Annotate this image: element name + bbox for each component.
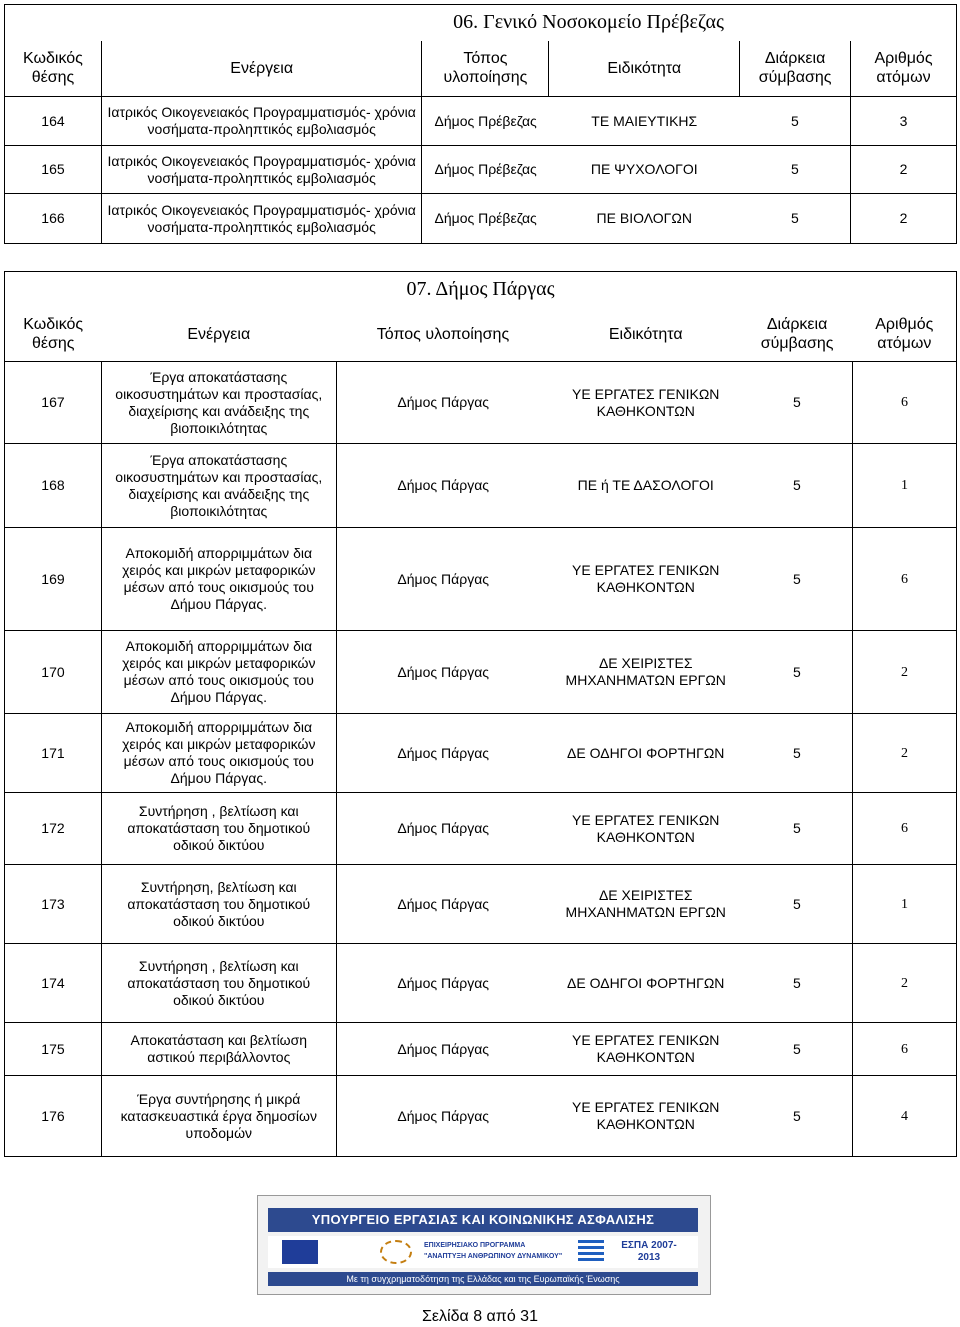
table-row [5, 631, 957, 714]
cell-code: 176 [5, 1076, 102, 1157]
cell-place: Δήμος Πάργας [336, 528, 550, 631]
eu-flag-icon [282, 1240, 318, 1264]
cell-place: Δήμος Πάργας [336, 1023, 550, 1076]
cell-duration: 5 [742, 944, 853, 1023]
header-specialty: Ειδικότητα [550, 308, 742, 362]
greek-flag-icon [578, 1240, 604, 1264]
cell-code: 174 [5, 944, 102, 1023]
cell-specialty: ΔΕ ΧΕΙΡΙΣΤΕΣ ΜΗΧΑΝΗΜΑΤΩΝ ΕΡΓΩΝ [550, 631, 742, 714]
cell-code: 172 [5, 793, 102, 865]
table-row [5, 444, 957, 528]
cell-place: Δήμος Πάργας [336, 714, 550, 793]
cell-duration: 5 [742, 714, 853, 793]
header-persons: Αριθμός ατόμων [851, 41, 957, 97]
cell-specialty: ΔΕ ΧΕΙΡΙΣΤΕΣ ΜΗΧΑΝΗΜΑΤΩΝ ΕΡΓΩΝ [550, 865, 742, 944]
section-title: 07. Δήμος Πάργας [5, 272, 957, 308]
cofunding-banner [257, 1195, 711, 1295]
espa-logo: ΕΣΠΑ 2007-2013 [618, 1240, 680, 1264]
table-row [5, 194, 957, 244]
cell-code: 170 [5, 631, 102, 714]
cell-action: Έργα αποκατάστασης οικοσυστημάτων και προστασίας, διαχείρισης και ανάδειξης της βιοποικιλότητας [101, 444, 336, 528]
table-row [5, 528, 957, 631]
table-municipality-parga [4, 271, 957, 1157]
section-title: 06. Γενικό Νοσοκομείο Πρέβεζας [5, 5, 957, 41]
header-duration: Διάρκεια σύμβασης [742, 308, 853, 362]
cell-place: Δήμος Πρέβεζας [422, 146, 549, 194]
cell-code: 165 [5, 146, 102, 194]
cell-specialty: ΔΕ ΟΔΗΓΟΙ ΦΟΡΤΗΓΩΝ [550, 714, 742, 793]
cell-duration: 5 [742, 528, 853, 631]
table-row [5, 1076, 957, 1157]
cell-action: Αποκομιδή απορριμμάτων δια χειρός και μικρών μεταφορικών μέσων από τους οικισμούς του Δήμου Πάργας. [101, 528, 336, 631]
cell-action: Ιατρικός Οικογενειακός Προγραμματισμός- χρόνια νοσήματα-προληπτικός εμβολιασμός [101, 146, 422, 194]
ring-logo-icon [380, 1240, 412, 1264]
header-code: Κωδικός θέσης [5, 308, 102, 362]
cell-duration: 5 [742, 362, 853, 444]
cell-specialty: ΥΕ ΕΡΓΑΤΕΣ ΓΕΝΙΚΩΝ ΚΑΘΗΚΟΝΤΩΝ [550, 528, 742, 631]
table-row [5, 362, 957, 444]
cell-persons: 2 [851, 194, 957, 244]
cell-action: Αποκομιδή απορριμμάτων δια χειρός και μικρών μεταφορικών μέσων από τους οικισμούς του Δήμου Πάργας. [101, 631, 336, 714]
cell-place: Δήμος Πάργας [336, 362, 550, 444]
cell-code: 167 [5, 362, 102, 444]
cell-persons: 6 [853, 528, 957, 631]
cell-specialty: ΔΕ ΟΔΗΓΟΙ ΦΟΡΤΗΓΩΝ [550, 944, 742, 1023]
cell-action: Συντήρηση, βελτίωση και αποκατάσταση του δημοτικού οδικού δικτύου [101, 865, 336, 944]
cell-code: 168 [5, 444, 102, 528]
cell-place: Δήμος Πάργας [336, 1076, 550, 1157]
cell-duration: 5 [742, 793, 853, 865]
cell-duration: 5 [742, 865, 853, 944]
cell-place: Δήμος Πρέβεζας [422, 97, 549, 146]
cell-action: Αποκατάσταση και βελτίωση αστικού περιβάλλοντος [101, 1023, 336, 1076]
table-row [5, 865, 957, 944]
logo-strip [268, 1236, 698, 1268]
cell-specialty: ΥΕ ΕΡΓΑΤΕΣ ΓΕΝΙΚΩΝ ΚΑΘΗΚΟΝΤΩΝ [550, 1023, 742, 1076]
cell-specialty: ΥΕ ΕΡΓΑΤΕΣ ΓΕΝΙΚΩΝ ΚΑΘΗΚΟΝΤΩΝ [550, 362, 742, 444]
table-row [5, 793, 957, 865]
page-number: Σελίδα 8 από 31 [422, 1308, 538, 1325]
cell-place: Δήμος Πάργας [336, 944, 550, 1023]
table-hospital-preveza [4, 4, 957, 244]
cell-action: Έργα συντήρησης ή μικρά κατασκευαστικά έργα δημοσίων υποδομών [101, 1076, 336, 1157]
cofunding-text: Με τη συγχρηματοδότηση της Ελλάδας και της Ευρωπαϊκής Ένωσης [268, 1272, 698, 1286]
cell-specialty: ΠΕ ΒΙΟΛΟΓΩΝ [549, 194, 740, 244]
cell-specialty: ΥΕ ΕΡΓΑΤΕΣ ΓΕΝΙΚΩΝ ΚΑΘΗΚΟΝΤΩΝ [550, 793, 742, 865]
table-row [5, 714, 957, 793]
header-action: Ενέργεια [101, 308, 336, 362]
header-code: Κωδικός θέσης [5, 41, 102, 97]
cell-place: Δήμος Πρέβεζας [422, 194, 549, 244]
table-row [5, 944, 957, 1023]
cell-persons: 2 [853, 944, 957, 1023]
header-specialty: Ειδικότητα [549, 41, 740, 97]
header-duration: Διάρκεια σύμβασης [740, 41, 851, 97]
table-row [5, 97, 957, 146]
cell-specialty: ΥΕ ΕΡΓΑΤΕΣ ΓΕΝΙΚΩΝ ΚΑΘΗΚΟΝΤΩΝ [550, 1076, 742, 1157]
cell-persons: 2 [853, 631, 957, 714]
cell-action: Έργα αποκατάστασης οικοσυστημάτων και προστασίας, διαχείρισης και ανάδειξης της βιοποικιλότητας [101, 362, 336, 444]
header-action: Ενέργεια [101, 41, 422, 97]
cell-duration: 5 [742, 1023, 853, 1076]
cell-code: 173 [5, 865, 102, 944]
cell-duration: 5 [742, 444, 853, 528]
cell-duration: 5 [740, 194, 851, 244]
header-place: Τόπος υλοποίησης [336, 308, 550, 362]
cell-code: 175 [5, 1023, 102, 1076]
cell-code: 166 [5, 194, 102, 244]
table-row [5, 1023, 957, 1076]
cell-place: Δήμος Πάργας [336, 631, 550, 714]
header-persons: Αριθμός ατόμων [853, 308, 957, 362]
cell-persons: 6 [853, 1023, 957, 1076]
cell-specialty: ΠΕ ΨΥΧΟΛΟΓΟΙ [549, 146, 740, 194]
cell-persons: 2 [853, 714, 957, 793]
table-row [5, 146, 957, 194]
cell-specialty: ΠΕ ή ΤΕ ΔΑΣΟΛΟΓΟΙ [550, 444, 742, 528]
cell-action: Αποκομιδή απορριμμάτων δια χειρός και μικρών μεταφορικών μέσων από τους οικισμούς του Δήμου Πάργας. [101, 714, 336, 793]
cell-action: Συντήρηση , βελτίωση και αποκατάσταση του δημοτικού οδικού δικτύου [101, 793, 336, 865]
cell-code: 169 [5, 528, 102, 631]
cell-persons: 1 [853, 444, 957, 528]
cell-duration: 5 [740, 97, 851, 146]
cell-place: Δήμος Πάργας [336, 793, 550, 865]
program-name: ΕΠΙΧΕΙΡΗΣΙΑΚΟ ΠΡΟΓΡΑΜΜΑ "ΑΝΑΠΤΥΞΗ ΑΝΘΡΩΠΙΝΟΥ ΔΥΝΑΜΙΚΟΥ" [424, 1240, 564, 1264]
cell-action: Συντήρηση , βελτίωση και αποκατάσταση του δημοτικού οδικού δικτύου [101, 944, 336, 1023]
cell-action: Ιατρικός Οικογενειακός Προγραμματισμός- χρόνια νοσήματα-προληπτικός εμβολιασμός [101, 97, 422, 146]
cell-persons: 6 [853, 362, 957, 444]
ministry-title: ΥΠΟΥΡΓΕΙΟ ΕΡΓΑΣΙΑΣ ΚΑΙ ΚΟΙΝΩΝΙΚΗΣ ΑΣΦΑΛΙΣΗΣ [268, 1208, 698, 1232]
cell-code: 164 [5, 97, 102, 146]
cell-place: Δήμος Πάργας [336, 444, 550, 528]
cell-code: 171 [5, 714, 102, 793]
header-place: Τόπος υλοποίησης [422, 41, 549, 97]
cell-persons: 4 [853, 1076, 957, 1157]
cell-specialty: ΤΕ ΜΑΙΕΥΤΙΚΗΣ [549, 97, 740, 146]
cell-persons: 2 [851, 146, 957, 194]
cell-duration: 5 [740, 146, 851, 194]
cell-action: Ιατρικός Οικογενειακός Προγραμματισμός- χρόνια νοσήματα-προληπτικός εμβολιασμός [101, 194, 422, 244]
cell-persons: 6 [853, 793, 957, 865]
cell-place: Δήμος Πάργας [336, 865, 550, 944]
cell-duration: 5 [742, 631, 853, 714]
cell-persons: 1 [853, 865, 957, 944]
cell-duration: 5 [742, 1076, 853, 1157]
cell-persons: 3 [851, 97, 957, 146]
